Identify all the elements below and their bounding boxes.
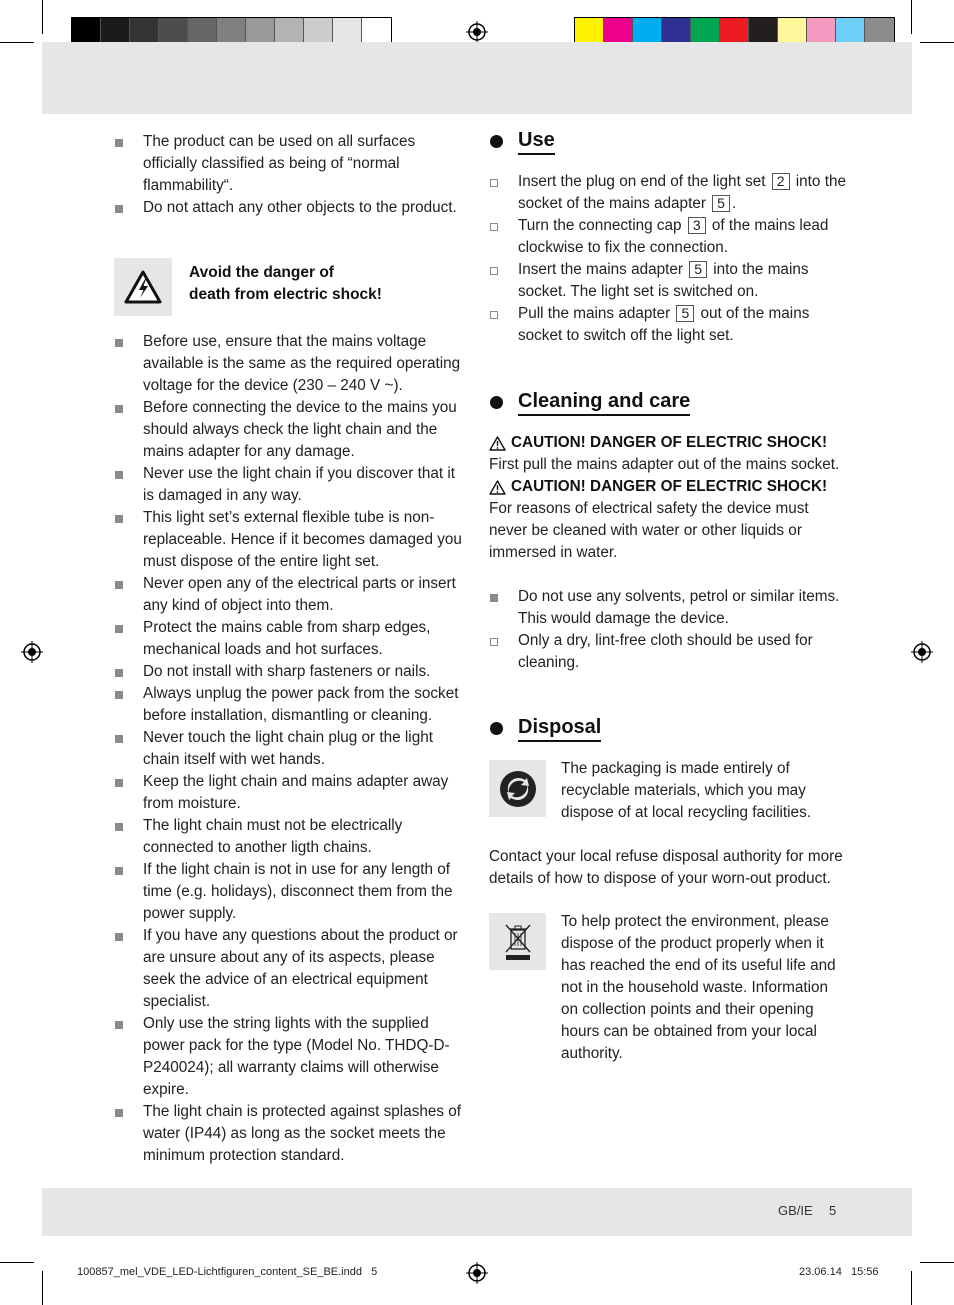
list-item	[114, 507, 470, 573]
square-bullet-icon	[490, 594, 498, 602]
caution-text: CAUTION! DANGER OF ELECTRIC SHOCK!	[511, 478, 828, 495]
weee-info	[489, 911, 849, 1065]
caution-line	[489, 432, 849, 454]
step-text: of the mains lead clockwise to fix the connection.	[518, 217, 829, 256]
hollow-bullet-icon	[490, 179, 498, 187]
step-text: out of the mains socket to switch off the light set.	[518, 305, 810, 344]
safety-list	[114, 331, 470, 1167]
section-bullet-icon	[490, 135, 503, 148]
use-steps	[489, 171, 849, 347]
footer-locale: GB/IE	[778, 1203, 813, 1218]
step-text: Insert the mains adapter	[518, 261, 688, 278]
use-title: Use	[518, 127, 555, 155]
part-reference: 2	[772, 173, 790, 190]
print-timestamp: 23.06.14 15:56	[799, 1266, 879, 1278]
square-bullet-icon	[115, 139, 123, 147]
square-bullet-icon	[115, 339, 123, 347]
list-item-text: If the light chain is not in use for any length of time (e.g. holidays), disconnect them from the power supply.	[143, 861, 453, 922]
warning-title	[189, 262, 382, 306]
crossed-out-bin-icon	[489, 913, 546, 970]
list-item	[114, 683, 470, 727]
list-item-text: This light set’s external flexible tube is non-replaceable. Hence if it becomes damaged you must dispose of the entire light set.	[143, 509, 462, 570]
crop-mark	[920, 42, 954, 43]
registration-mark-icon	[21, 641, 43, 663]
cleaning-text: First pull the mains adapter out of the mains socket.	[489, 456, 840, 473]
square-bullet-icon	[115, 1021, 123, 1029]
disposal-title: Disposal	[518, 714, 601, 742]
list-item	[489, 630, 849, 674]
list-item-text: Do not attach any other objects to the product.	[143, 199, 457, 216]
list-item-text: Always unplug the power pack from the socket before installation, dismantling or cleaning.	[143, 685, 459, 724]
list-item	[114, 859, 470, 925]
list-item-text: Do not use any solvents, petrol or similar items. This would damage the device.	[518, 588, 840, 627]
list-item	[114, 771, 470, 815]
weee-text: To help protect the environment, please dispose of the product properly when it has reached the end of its useful life and not in the household waste. Information on collection points and their opening hours can be obtained from your local authority.	[561, 913, 836, 1062]
use-step	[489, 215, 849, 259]
crop-mark	[911, 0, 912, 34]
use-step	[489, 303, 849, 347]
square-bullet-icon	[115, 735, 123, 743]
green-dot-recycling-icon	[489, 760, 546, 817]
list-item	[114, 331, 470, 397]
print-file-info: 100857_mel_VDE_LED-Lichtfiguren_content_SE_BE.indd 5	[77, 1266, 378, 1278]
caution-line	[489, 476, 849, 498]
list-item-text: Only use the string lights with the supplied power pack for the type (Model No. THDQ-D-P240024); all warranty claims will otherwise expire.	[143, 1015, 450, 1098]
crop-mark	[42, 0, 43, 34]
list-item-text: The light chain is protected against splashes of water (IP44) as long as the socket meets the minimum protection standard.	[143, 1103, 462, 1164]
contact-text: Contact your local refuse disposal authority for more details of how to dispose of your worn-out product.	[489, 848, 843, 887]
electric-shock-warning-icon	[114, 258, 172, 316]
crop-mark	[0, 42, 34, 43]
list-item-text: Never touch the light chain plug or the light chain itself with wet hands.	[143, 729, 433, 768]
intro-list	[114, 131, 470, 219]
square-bullet-icon	[115, 581, 123, 589]
use-heading	[489, 127, 849, 155]
crop-mark	[42, 1271, 43, 1305]
cleaning-text: For reasons of electrical safety the device must never be cleaned with water or other liquids or immersed in water.	[489, 500, 809, 561]
registration-mark-icon	[466, 21, 488, 43]
list-item-text: The light chain must not be electrically connected to another ligth chains.	[143, 817, 403, 856]
crop-mark	[0, 1262, 34, 1263]
cleaning-heading	[489, 388, 849, 416]
registration-mark-icon	[466, 1262, 488, 1284]
list-item-text: Only a dry, lint-free cloth should be used for cleaning.	[518, 632, 813, 671]
square-bullet-icon	[115, 515, 123, 523]
part-reference: 5	[689, 261, 707, 278]
page-number: 5	[829, 1203, 837, 1218]
list-item	[114, 661, 470, 683]
step-text: into the socket of the mains adapter	[518, 173, 846, 212]
hollow-bullet-icon	[490, 267, 498, 275]
recycling-text: The packaging is made entirely of recyclable materials, which you may dispose of at local recycling facilities.	[561, 760, 811, 821]
square-bullet-icon	[115, 1109, 123, 1117]
disposal-heading	[489, 714, 849, 742]
square-bullet-icon	[115, 867, 123, 875]
square-bullet-icon	[115, 669, 123, 677]
list-item-text: Never open any of the electrical parts or insert any kind of object into them.	[143, 575, 456, 614]
part-reference: 5	[676, 305, 694, 322]
left-column	[114, 131, 470, 1167]
step-text: into the mains socket. The light set is switched on.	[518, 261, 809, 300]
shock-warning	[114, 258, 470, 316]
section-bullet-icon	[490, 722, 503, 735]
square-bullet-icon	[115, 405, 123, 413]
list-item	[114, 1101, 470, 1167]
cleaning-title: Cleaning and care	[518, 388, 690, 416]
right-column	[489, 127, 849, 1065]
list-item-text: Protect the mains cable from sharp edges, mechanical loads and hot surfaces.	[143, 619, 431, 658]
list-item	[114, 197, 470, 219]
cleaning-list	[489, 586, 849, 674]
part-reference: 3	[688, 217, 706, 234]
section-bullet-icon	[490, 396, 503, 409]
warning-triangle-icon	[489, 436, 506, 451]
square-bullet-icon	[115, 823, 123, 831]
part-reference: 5	[712, 195, 730, 212]
hollow-bullet-icon	[490, 311, 498, 319]
step-text: .	[731, 195, 737, 212]
square-bullet-icon	[115, 205, 123, 213]
warning-line-1: Avoid the danger of	[189, 264, 334, 281]
list-item-text: The product can be used on all surfaces officially classified as being of “normal flammability“.	[143, 133, 416, 194]
list-item	[114, 815, 470, 859]
square-bullet-icon	[115, 933, 123, 941]
registration-mark-icon	[911, 641, 933, 663]
step-text: Turn the connecting cap	[518, 217, 686, 234]
hollow-bullet-icon	[490, 638, 498, 646]
square-bullet-icon	[115, 625, 123, 633]
list-item	[114, 397, 470, 463]
list-item	[114, 1013, 470, 1101]
list-item-text: Keep the light chain and mains adapter away from moisture.	[143, 773, 449, 812]
list-item	[114, 727, 470, 771]
list-item	[114, 131, 470, 197]
hollow-bullet-icon	[490, 223, 498, 231]
use-step	[489, 259, 849, 303]
crop-mark	[911, 1271, 912, 1305]
list-item-text: If you have any questions about the product or are unsure about any of its aspects, please seek the advice of an electrical equipment specialist.	[143, 927, 458, 1010]
warning-triangle-icon	[489, 480, 506, 495]
use-step	[489, 171, 849, 215]
list-item	[114, 463, 470, 507]
crop-mark	[920, 1262, 954, 1263]
list-item-text: Before connecting the device to the mains you should always check the light chain and the mains adapter for any damage.	[143, 399, 457, 460]
list-item	[489, 586, 849, 630]
list-item-text: Before use, ensure that the mains voltage available is the same as the required operating voltage for the device (230 – 240 V ~).	[143, 333, 461, 394]
list-item-text: Never use the light chain if you discover that it is damaged in any way.	[143, 465, 456, 504]
square-bullet-icon	[115, 779, 123, 787]
square-bullet-icon	[115, 471, 123, 479]
recycling-info	[489, 758, 849, 824]
square-bullet-icon	[115, 691, 123, 699]
warning-line-2: death from electric shock!	[189, 286, 382, 303]
list-item-text: Do not install with sharp fasteners or nails.	[143, 663, 431, 680]
step-text: Insert the plug on end of the light set	[518, 173, 770, 190]
step-text: Pull the mains adapter	[518, 305, 675, 322]
list-item	[114, 617, 470, 661]
header-band	[42, 42, 912, 114]
caution-text: CAUTION! DANGER OF ELECTRIC SHOCK!	[511, 434, 828, 451]
list-item	[114, 925, 470, 1013]
list-item	[114, 573, 470, 617]
